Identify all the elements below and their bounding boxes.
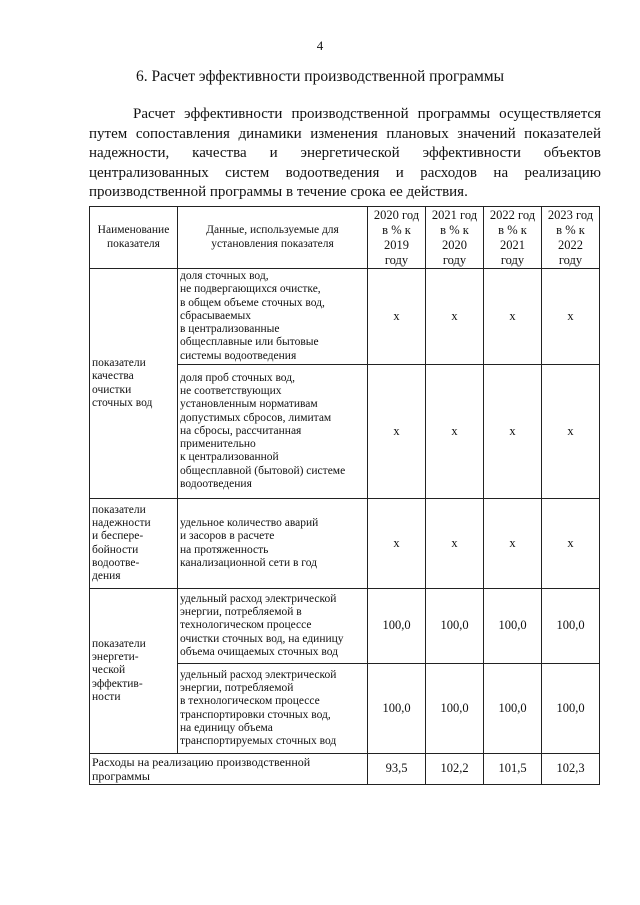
- value-cell: 100,0: [368, 664, 426, 754]
- value-cell: х: [542, 365, 600, 499]
- data-line: к централизованной: [180, 451, 279, 464]
- value-cell: 100,0: [542, 664, 600, 754]
- data-line: энергии, потребляемой: [180, 681, 294, 694]
- header-line: в % к: [440, 222, 469, 237]
- name-line: водоотве-: [92, 556, 140, 569]
- value-cell: х: [426, 269, 484, 365]
- data-description: [178, 664, 368, 754]
- data-description: [178, 589, 368, 664]
- value-cell: 100,0: [426, 664, 484, 754]
- value-cell: х: [368, 365, 426, 499]
- name-line: качества: [92, 370, 134, 383]
- data-description: [178, 269, 368, 365]
- value-cell: х: [484, 365, 542, 499]
- name-line: ности: [92, 690, 121, 703]
- header-year-2020: [368, 207, 426, 269]
- data-line: объема очищаемых сточных вод: [180, 645, 338, 658]
- header-line: году: [442, 252, 467, 267]
- header-line: году: [500, 252, 525, 267]
- value-cell: 100,0: [542, 589, 600, 664]
- data-line: системы водоотведения: [180, 349, 297, 362]
- name-line: сточных вод: [92, 396, 153, 409]
- value-cell: 100,0: [426, 589, 484, 664]
- costs-line: программы: [92, 769, 150, 783]
- data-line: энергии, потребляемой в: [180, 606, 302, 619]
- data-line: сбрасываемых: [180, 309, 252, 322]
- name-line: бойности: [92, 543, 139, 556]
- header-line: в % к: [382, 222, 411, 237]
- header-line: 2019: [384, 237, 409, 252]
- header-line: году: [558, 252, 583, 267]
- value-cell: х: [426, 499, 484, 589]
- data-line: применительно: [180, 438, 256, 451]
- name-line: дения: [92, 570, 121, 583]
- data-line: транспортируемых сточных вод: [180, 735, 337, 748]
- data-line: доля проб сточных вод,: [180, 371, 295, 384]
- data-line: не подвергающихся очистке,: [180, 283, 321, 296]
- value-cell: х: [484, 269, 542, 365]
- value-cell: 102,3: [542, 754, 600, 785]
- value-cell: 100,0: [368, 589, 426, 664]
- header-data-used: [178, 207, 368, 269]
- header-line: в % к: [556, 222, 585, 237]
- data-line: удельный расход электрической: [180, 668, 337, 681]
- intro-paragraph: Расчет эффективности производственной программы осуществляется путем сопоставления динамики изменения плановых значений показателей надежности, качества и энергетической эффективности объектов централизованных систем водоотведения и расходов на реализацию производственной программы в течение срока ее действия.: [89, 106, 601, 200]
- header-year-2023: [542, 207, 600, 269]
- value-cell: х: [368, 499, 426, 589]
- data-line: установленным нормативам: [180, 398, 318, 411]
- value-cell: 102,2: [426, 754, 484, 785]
- data-line: канализационной сети в год: [180, 556, 317, 569]
- header-line: 2020: [442, 237, 467, 252]
- data-line: удельное количество аварий: [180, 516, 319, 529]
- name-line: ческой: [92, 664, 126, 677]
- name-line: энергети-: [92, 651, 139, 664]
- header-year-2022: [484, 207, 542, 269]
- indicator-name-reliability: [90, 499, 178, 589]
- table-row: [90, 269, 600, 365]
- table-row: [90, 499, 600, 589]
- header-row: [90, 207, 600, 269]
- name-line: надежности: [92, 516, 151, 529]
- value-cell: 100,0: [484, 664, 542, 754]
- data-line: очистки сточных вод, на единицу: [180, 632, 344, 645]
- value-cell: х: [426, 365, 484, 499]
- name-line: эффектив-: [92, 677, 143, 690]
- header-line: году: [384, 252, 409, 267]
- data-line: не соответствующих: [180, 384, 282, 397]
- header-line: 2021: [500, 237, 525, 252]
- data-line: и засоров в расчете: [180, 530, 275, 543]
- data-line: в общем объеме сточных вод,: [180, 296, 325, 309]
- value-cell: 100,0: [484, 589, 542, 664]
- name-line: показатели: [92, 637, 146, 650]
- header-text: Наименование показателя: [97, 224, 170, 250]
- costs-label: [90, 754, 368, 785]
- indicator-name-energy: [90, 589, 178, 754]
- costs-row: [90, 754, 600, 785]
- data-line: доля сточных вод,: [180, 269, 269, 282]
- value-cell: х: [368, 269, 426, 365]
- data-line: транспортировки сточных вод,: [180, 708, 331, 721]
- name-line: очистки: [92, 383, 132, 396]
- data-line: на сбросы, рассчитанная: [180, 424, 302, 437]
- header-text: Данные, используемые для установления показателя: [206, 224, 339, 250]
- header-line: 2020 год: [373, 207, 420, 222]
- name-line: показатели: [92, 356, 146, 369]
- value-cell: х: [542, 269, 600, 365]
- data-line: на протяженность: [180, 543, 269, 556]
- page-number: 4: [316, 38, 324, 53]
- data-description: [178, 499, 368, 589]
- data-line: на единицу объема: [180, 721, 273, 734]
- data-line: удельный расход электрической: [180, 592, 337, 605]
- indicator-name-quality: [90, 269, 178, 499]
- value-cell: х: [542, 499, 600, 589]
- value-cell: 101,5: [484, 754, 542, 785]
- header-line: 2023 год: [547, 207, 594, 222]
- header-line: 2022 год: [489, 207, 536, 222]
- section-title: 6. Расчет эффективности производственной программы: [136, 68, 504, 85]
- value-cell: 93,5: [368, 754, 426, 785]
- header-year-2021: [426, 207, 484, 269]
- header-line: 2022: [558, 237, 583, 252]
- data-description: [178, 365, 368, 499]
- data-line: в централизованные: [180, 323, 280, 336]
- value-cell: х: [484, 499, 542, 589]
- data-line: допустимых сбросов, лимитам: [180, 411, 332, 424]
- name-line: показатели: [92, 503, 146, 516]
- data-line: в технологическом процессе: [180, 695, 320, 708]
- table-row: [90, 589, 600, 664]
- data-line: водоотведения: [180, 478, 252, 491]
- header-line: 2021 год: [431, 207, 478, 222]
- costs-line: Расходы на реализацию производственной: [92, 755, 311, 769]
- data-line: общесплавные или бытовые: [180, 336, 319, 349]
- data-line: общесплавной (бытовой) системе: [180, 464, 346, 477]
- data-line: технологическом процессе: [180, 619, 312, 632]
- header-line: в % к: [498, 222, 527, 237]
- efficiency-table: [89, 206, 600, 785]
- header-indicator-name: [90, 207, 178, 269]
- name-line: и беспере-: [92, 530, 144, 543]
